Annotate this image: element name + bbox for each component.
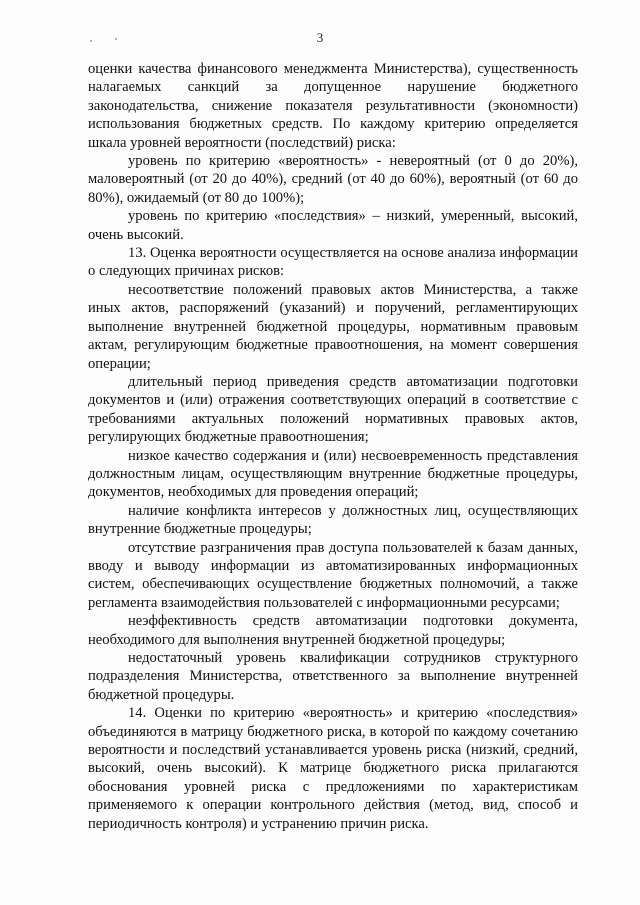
paragraph-7: низкое качество содержания и (или) несвоевременность представления должностным лицам, осуществляющим внутренние бюджетные процедуры, документов, необходимых для проведения операций; — [88, 447, 578, 501]
paragraph-9: отсутствие разграничения прав доступа пользователей к базам данных, вводу и выводу информации из автоматизированных информационных систем, обеспечивающих осуществление бюджетных полномочий, а также регламента взаимодействия пользователей с информационными ресурсами; — [88, 539, 578, 611]
paragraph-8: наличие конфликта интересов у должностных лиц, осуществляющих внутренние бюджетные процедуры; — [88, 502, 578, 538]
document-body — [88, 60, 578, 833]
paragraph-5: несоответствие положений правовых актов Министерства, а также иных актов, распоряжений (указаний) и поручений, регламентирующих выполнение внутренней бюджетной процедуры, нормативным правовым актам, регулирующим бюджетные правоотношения, на момент совершения операции; — [88, 281, 578, 372]
page-number: 3 — [316, 30, 324, 45]
paragraph-2: уровень по критерию «вероятность» - невероятный (от 0 до 20%), маловероятный (от 20 до 40%), средний (от 40 до 60%), вероятный (от 60 до 80%), ожидаемый (от 80 до 100%); — [88, 153, 578, 206]
paragraph-6: длительный период приведения средств автоматизации подготовки документов и (или) отражения соответствующих операций в соответствие с требованиями актуальных положений нормативных правовых актов, регулирующих бюджетные правоотношения; — [88, 373, 578, 446]
paragraph-12: 14. Оценки по критерию «вероятность» и критерию «последствия» объединяются в матрицу бюджетного риска, в которой по каждому сочетанию вероятности и последствий устанавливается уровень риска (низкий, средний, высокий, очень высокий). К матрице бюджетного риска прилагаются обоснования уровней риска с предложениями по характеристикам применяемого к операции контрольного действия (метод, вид, способ и периодичность контроля) и устранению причин риска. — [88, 705, 578, 832]
paragraph-10: неэффективность средств автоматизации подготовки документа, необходимого для выполнения внутренней бюджетной процедуры; — [88, 613, 578, 648]
paragraph-4: 13. Оценка вероятности осуществляется на основе анализа информации о следующих причинах рисков: — [88, 245, 578, 280]
paragraph-3: уровень по критерию «последствия» – низкий, умеренный, высокий, очень высокий. — [88, 208, 578, 243]
paragraph-11: недостаточный уровень квалификации сотрудников структурного подразделения Министерства, ответственного за выполнение внутренней бюджетной процедуры. — [88, 650, 578, 703]
paragraph-1: оценки качества финансового менеджмента Министерства), существенность налагаемых санкций за допущенное нарушение бюджетного законодательства, снижение показателя результативности (экономности) использования бюджетных средств. По каждому критерию определяется шкала уровней вероятности (последствий) риска: — [88, 61, 578, 151]
